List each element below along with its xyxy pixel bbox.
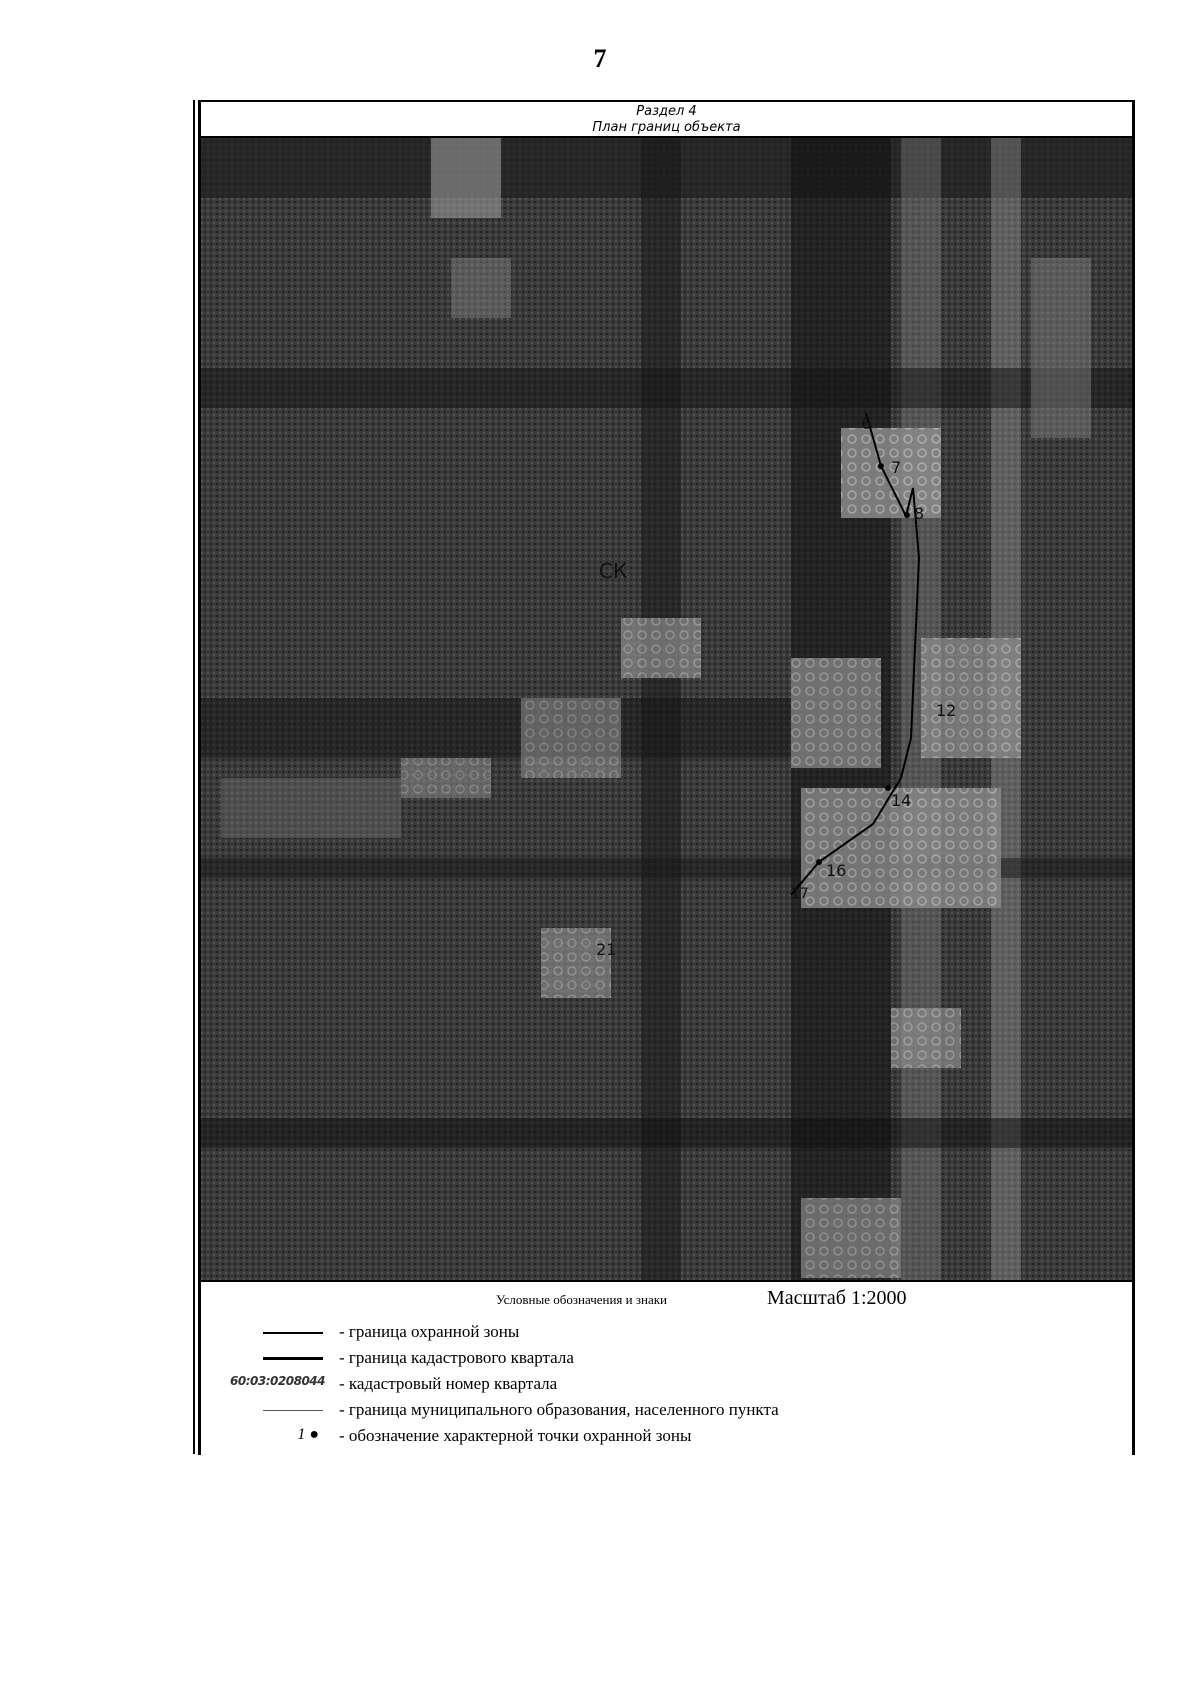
legend-symbol-cadastral-block [221, 1346, 329, 1372]
boundary-map [201, 138, 1132, 1280]
map-scale: Масштаб 1:2000 [767, 1287, 907, 1309]
point-dot-icon: ● [309, 1426, 319, 1443]
map-label-ck: СК [599, 559, 628, 583]
section-title: План границ объекта [592, 120, 741, 135]
cadastral-number-sample: 60:03:0208044 [230, 1374, 325, 1388]
map-point-21: 21 [596, 940, 617, 959]
section-header [201, 102, 1132, 138]
legend-text: - кадастровый номер квартала [339, 1374, 558, 1393]
map-point-12: 12 [936, 701, 957, 720]
page-number: 7 [593, 44, 607, 73]
map-point-17: 17 [791, 886, 809, 902]
legend-item-cadastral-number [221, 1372, 1121, 1398]
map-point-8: 8 [914, 504, 925, 523]
legend-text: - граница охранной зоны [339, 1322, 520, 1341]
legend-item-municipal-boundary [221, 1398, 1121, 1424]
legend-text: - обозначение характерной точки охранной зоны [339, 1426, 692, 1445]
legend-item-characteristic-point [221, 1424, 1121, 1450]
map-legend [201, 1280, 1132, 1457]
legend-text: - граница муниципального образования, населенного пункта [339, 1400, 779, 1419]
map-point-14: 14 [891, 791, 912, 810]
legend-symbol-protection-zone [221, 1320, 329, 1346]
map-point-16: 16 [826, 861, 847, 880]
map-point-6: 6 [861, 414, 872, 433]
legend-text: - граница кадастрового квартала [339, 1348, 574, 1367]
document-frame [198, 100, 1135, 1455]
section-label: Раздел 4 [636, 104, 697, 119]
aerial-photo [201, 138, 1132, 1280]
legend-title: Условные обозначения и знаки [496, 1292, 667, 1307]
map-point-7: 7 [891, 458, 902, 477]
legend-symbol-cadastral-number [221, 1372, 329, 1398]
legend-item-protection-zone [221, 1320, 1121, 1346]
point-number-sample: 1 ● [297, 1426, 319, 1443]
legend-symbol-characteristic-point [221, 1424, 329, 1450]
legend-symbol-municipal-boundary [221, 1398, 329, 1424]
legend-item-cadastral-block [221, 1346, 1121, 1372]
